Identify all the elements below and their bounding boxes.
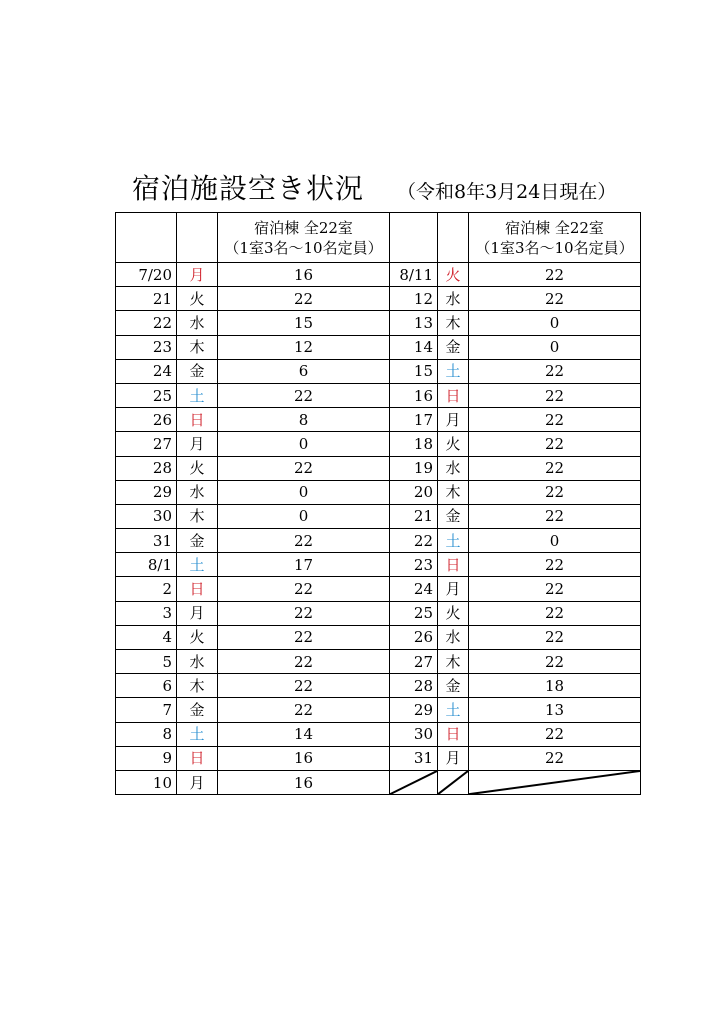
right-empty-vacancy-cell [469,770,641,794]
left-weekday-cell: 金 [177,529,218,553]
left-weekday-cell: 水 [177,480,218,504]
left-vacancy-cell: 17 [218,553,390,577]
left-date-cell: 24 [116,359,177,383]
left-weekday-cell: 水 [177,650,218,674]
right-weekday-cell: 月 [438,577,469,601]
left-vacancy-cell: 22 [218,529,390,553]
left-date-cell: 21 [116,287,177,311]
right-date-cell: 25 [390,601,438,625]
left-vacancy-cell: 15 [218,311,390,335]
left-weekday-cell: 水 [177,311,218,335]
left-weekday-cell: 木 [177,504,218,528]
left-date-cell: 4 [116,625,177,649]
right-weekday-cell: 火 [438,601,469,625]
left-weekday-cell: 日 [177,408,218,432]
right-vacancy-cell: 22 [469,359,641,383]
left-date-cell: 6 [116,674,177,698]
header-line2: （1室3名～10名定員） [475,238,634,257]
right-date-cell: 15 [390,359,438,383]
right-weekday-cell: 日 [438,722,469,746]
right-date-cell: 20 [390,480,438,504]
right-vacancy-cell: 22 [469,577,641,601]
right-vacancy-cell: 22 [469,383,641,407]
table-row [116,504,641,528]
left-vacancy-cell: 22 [218,456,390,480]
right-date-cell: 18 [390,432,438,456]
left-vacancy-cell: 0 [218,504,390,528]
right-vacancy-cell: 22 [469,553,641,577]
right-vacancy-cell: 22 [469,722,641,746]
right-vacancy-cell: 0 [469,335,641,359]
left-date-cell: 3 [116,601,177,625]
right-vacancy-cell: 0 [469,529,641,553]
right-weekday-cell: 水 [438,287,469,311]
left-vacancy-cell: 12 [218,335,390,359]
right-vacancy-cell: 22 [469,746,641,770]
right-weekday-cell: 水 [438,625,469,649]
right-weekday-cell: 金 [438,504,469,528]
right-weekday-cell: 金 [438,674,469,698]
page-title: 宿泊施設空き状況 [132,172,365,205]
right-vacancy-cell: 22 [469,287,641,311]
right-empty-date-cell [390,770,438,794]
table-row [116,432,641,456]
right-date-cell: 29 [390,698,438,722]
right-date-cell: 8/11 [390,263,438,287]
right-vacancy-cell: 22 [469,263,641,287]
table-row [116,408,641,432]
left-weekday-cell: 日 [177,577,218,601]
left-weekday-cell: 土 [177,383,218,407]
left-weekday-cell: 金 [177,359,218,383]
right-vacancy-cell: 22 [469,456,641,480]
right-vacancy-cell: 18 [469,674,641,698]
header-day-left [177,213,218,263]
header-day-right [438,213,469,263]
right-weekday-cell: 土 [438,359,469,383]
right-date-cell: 13 [390,311,438,335]
table-row [116,746,641,770]
left-date-cell: 9 [116,746,177,770]
header-line1: 宿泊棟 全22室 [505,218,604,237]
right-date-cell: 17 [390,408,438,432]
left-vacancy-cell: 0 [218,432,390,456]
right-vacancy-cell: 22 [469,601,641,625]
right-weekday-cell: 木 [438,480,469,504]
right-vacancy-cell: 22 [469,408,641,432]
left-date-cell: 23 [116,335,177,359]
table-row [116,263,641,287]
left-vacancy-cell: 22 [218,287,390,311]
table-row [116,383,641,407]
left-weekday-cell: 木 [177,674,218,698]
left-weekday-cell: 月 [177,432,218,456]
right-date-cell: 30 [390,722,438,746]
right-date-cell: 12 [390,287,438,311]
header-date-right [390,213,438,263]
right-weekday-cell: 月 [438,746,469,770]
header-lodging-right [469,213,641,263]
left-date-cell: 30 [116,504,177,528]
right-date-cell: 28 [390,674,438,698]
left-date-cell: 8 [116,722,177,746]
table-row [116,359,641,383]
table-row [116,698,641,722]
table-row [116,311,641,335]
left-weekday-cell: 火 [177,287,218,311]
right-date-cell: 23 [390,553,438,577]
header-line2: （1室3名～10名定員） [224,238,383,257]
left-date-cell: 2 [116,577,177,601]
left-date-cell: 7/20 [116,263,177,287]
right-date-cell: 19 [390,456,438,480]
table-row [116,480,641,504]
table-row [116,456,641,480]
left-date-cell: 7 [116,698,177,722]
left-vacancy-cell: 8 [218,408,390,432]
right-date-cell: 22 [390,529,438,553]
right-vacancy-cell: 13 [469,698,641,722]
left-vacancy-cell: 6 [218,359,390,383]
table-row [116,650,641,674]
availability-table [115,212,641,795]
left-date-cell: 25 [116,383,177,407]
left-vacancy-cell: 16 [218,746,390,770]
left-vacancy-cell: 22 [218,698,390,722]
right-vacancy-cell: 22 [469,504,641,528]
right-empty-weekday-cell [438,770,469,794]
table-row [116,601,641,625]
table-row [116,529,641,553]
right-weekday-cell: 水 [438,456,469,480]
right-weekday-cell: 火 [438,432,469,456]
left-weekday-cell: 木 [177,335,218,359]
left-date-cell: 22 [116,311,177,335]
left-weekday-cell: 月 [177,770,218,794]
table-row [116,577,641,601]
left-date-cell: 29 [116,480,177,504]
right-weekday-cell: 土 [438,698,469,722]
right-weekday-cell: 木 [438,650,469,674]
left-vacancy-cell: 22 [218,601,390,625]
right-date-cell: 24 [390,577,438,601]
left-vacancy-cell: 22 [218,625,390,649]
left-weekday-cell: 火 [177,625,218,649]
right-vacancy-cell: 22 [469,480,641,504]
table-row [116,674,641,698]
header-row [116,213,641,263]
table-row [116,722,641,746]
right-date-cell: 31 [390,746,438,770]
left-weekday-cell: 日 [177,746,218,770]
right-weekday-cell: 火 [438,263,469,287]
right-vacancy-cell: 0 [469,311,641,335]
left-vacancy-cell: 14 [218,722,390,746]
left-vacancy-cell: 22 [218,674,390,698]
right-vacancy-cell: 22 [469,650,641,674]
left-vacancy-cell: 0 [218,480,390,504]
left-date-cell: 27 [116,432,177,456]
table-row [116,770,641,794]
right-weekday-cell: 月 [438,408,469,432]
left-weekday-cell: 金 [177,698,218,722]
table-row [116,553,641,577]
right-vacancy-cell: 22 [469,432,641,456]
left-vacancy-cell: 16 [218,263,390,287]
left-date-cell: 10 [116,770,177,794]
right-vacancy-cell: 22 [469,625,641,649]
right-date-cell: 21 [390,504,438,528]
right-date-cell: 14 [390,335,438,359]
right-weekday-cell: 土 [438,529,469,553]
left-date-cell: 26 [116,408,177,432]
header-date-left [116,213,177,263]
left-weekday-cell: 月 [177,263,218,287]
table-row [116,625,641,649]
right-weekday-cell: 日 [438,383,469,407]
left-weekday-cell: 土 [177,722,218,746]
right-date-cell: 27 [390,650,438,674]
right-date-cell: 26 [390,625,438,649]
left-date-cell: 31 [116,529,177,553]
left-date-cell: 28 [116,456,177,480]
table-row [116,335,641,359]
left-vacancy-cell: 22 [218,383,390,407]
left-weekday-cell: 火 [177,456,218,480]
table-row [116,287,641,311]
left-vacancy-cell: 22 [218,577,390,601]
right-weekday-cell: 木 [438,311,469,335]
header-line1: 宿泊棟 全22室 [254,218,353,237]
header-lodging-left [218,213,390,263]
as-of-date: （令和8年3月24日現在） [397,181,617,203]
left-weekday-cell: 土 [177,553,218,577]
right-weekday-cell: 日 [438,553,469,577]
left-weekday-cell: 月 [177,601,218,625]
right-weekday-cell: 金 [438,335,469,359]
left-vacancy-cell: 22 [218,650,390,674]
left-vacancy-cell: 16 [218,770,390,794]
right-date-cell: 16 [390,383,438,407]
left-date-cell: 5 [116,650,177,674]
left-date-cell: 8/1 [116,553,177,577]
